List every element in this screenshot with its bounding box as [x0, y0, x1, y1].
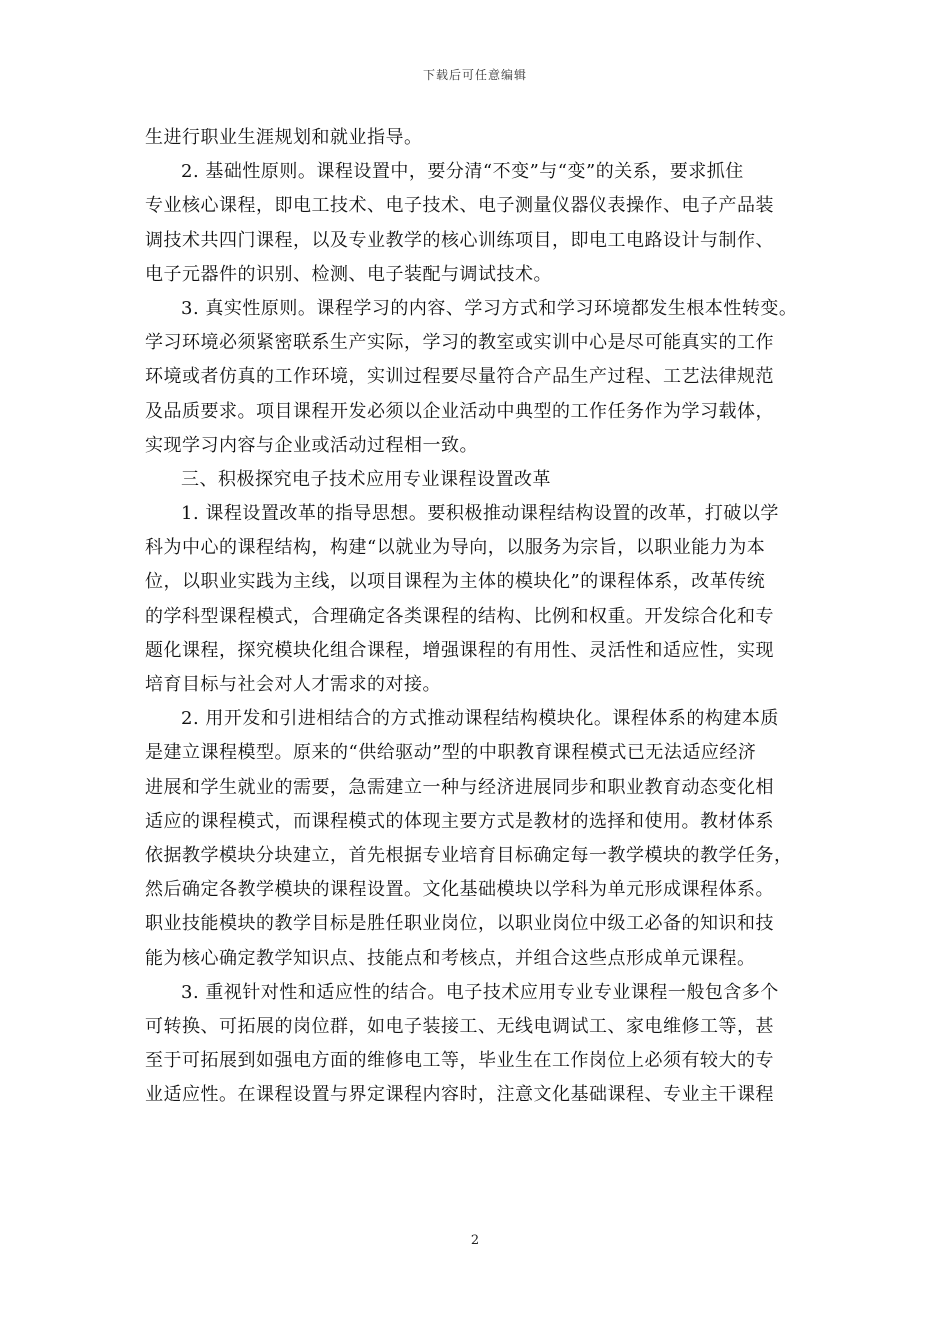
text-line: 能为核心确定教学知识点、技能点和考核点，并组合这些点形成单元课程。	[145, 947, 756, 969]
text-line: 环境或者仿真的工作环境，实训过程要尽量符合产品生产过程、工艺法律规范	[145, 366, 774, 388]
text-line: 及品质要求。项目课程开发必须以企业活动中典型的工作任务作为学习载体，	[145, 400, 774, 422]
text-line: 三、积极探究电子技术应用专业课程设置改革	[181, 468, 551, 490]
text-line: 的学科型课程模式，合理确定各类课程的结构、比例和权重。开发综合化和专	[145, 605, 774, 627]
text-line: 1. 课程设置改革的指导思想。要积极推动课程结构设置的改革，打破以学	[181, 503, 779, 525]
text-line: 依据教学模块分块建立，首先根据专业培育目标确定每一教学模块的教学任务，	[145, 844, 793, 866]
text-line: 生进行职业生涯规划和就业指导。	[145, 127, 423, 148]
text-line: 进展和学生就业的需要，急需建立一种与经济进展同步和职业教育动态变化相	[145, 776, 774, 798]
text-line: 业适应性。在课程设置与界定课程内容时，注意文化基础课程、专业主干课程	[145, 1084, 774, 1106]
body-text	[145, 121, 810, 1112]
page-number: 2	[470, 1233, 480, 1248]
text-line: 电子元器件的识别、检测、电子装配与调试技术。	[145, 263, 552, 285]
text-line: 3. 真实性原则。课程学习的内容、学习方式和学习环境都发生根本性转变。	[181, 297, 798, 319]
text-line: 是建立课程模型。原来的“供给驱动”型的中职教育课程模式已无法适应经济	[145, 742, 757, 764]
text-line: 适应的课程模式，而课程模式的体现主要方式是教材的选择和使用。教材体系	[145, 810, 774, 832]
text-line: 职业技能模块的教学目标是胜任职业岗位，以职业岗位中级工必备的知识和技	[145, 913, 774, 935]
text-line: 2. 用开发和引进相结合的方式推动课程结构模块化。课程体系的构建本质	[181, 708, 779, 730]
text-line: 题化课程，探究模块化组合课程，增强课程的有用性、灵活性和适应性，实现	[145, 639, 774, 661]
text-line: 科为中心的课程结构，构建“以就业为导向，以服务为宗旨，以职业能力为本	[145, 537, 766, 559]
text-line: 学习环境必须紧密联系生产实际，学习的教室或实训中心是尽可能真实的工作	[145, 332, 774, 354]
text-line: 位，以职业实践为主线，以项目课程为主体的模块化”的课程体系，改革传统	[145, 571, 766, 593]
text-line: 实现学习内容与企业或活动过程相一致。	[145, 434, 478, 456]
text-line: 调技术共四门课程，以及专业教学的核心训练项目，即电工电路设计与制作、	[145, 229, 774, 251]
page-header: 下载后可任意编辑	[422, 68, 527, 82]
text-line: 至于可拓展到如强电方面的维修电工等，毕业生在工作岗位上必须有较大的专	[145, 1050, 774, 1072]
text-line: 专业核心课程，即电工技术、电子技术、电子测量仪器仪表操作、电子产品装	[145, 195, 774, 217]
text-line: 可转换、可拓展的岗位群，如电子装接工、无线电调试工、家电维修工等，甚	[145, 1015, 774, 1037]
text-line: 3. 重视针对性和适应性的结合。电子技术应用专业专业课程一般包含多个	[181, 981, 779, 1003]
text-line: 培育目标与社会对人才需求的对接。	[145, 674, 441, 695]
text-line: 2. 基础性原则。课程设置中，要分清“不变”与“变”的关系，要求抓住	[181, 161, 744, 183]
text-line: 然后确定各教学模块的课程设置。文化基础模块以学科为单元形成课程体系。	[145, 879, 774, 901]
